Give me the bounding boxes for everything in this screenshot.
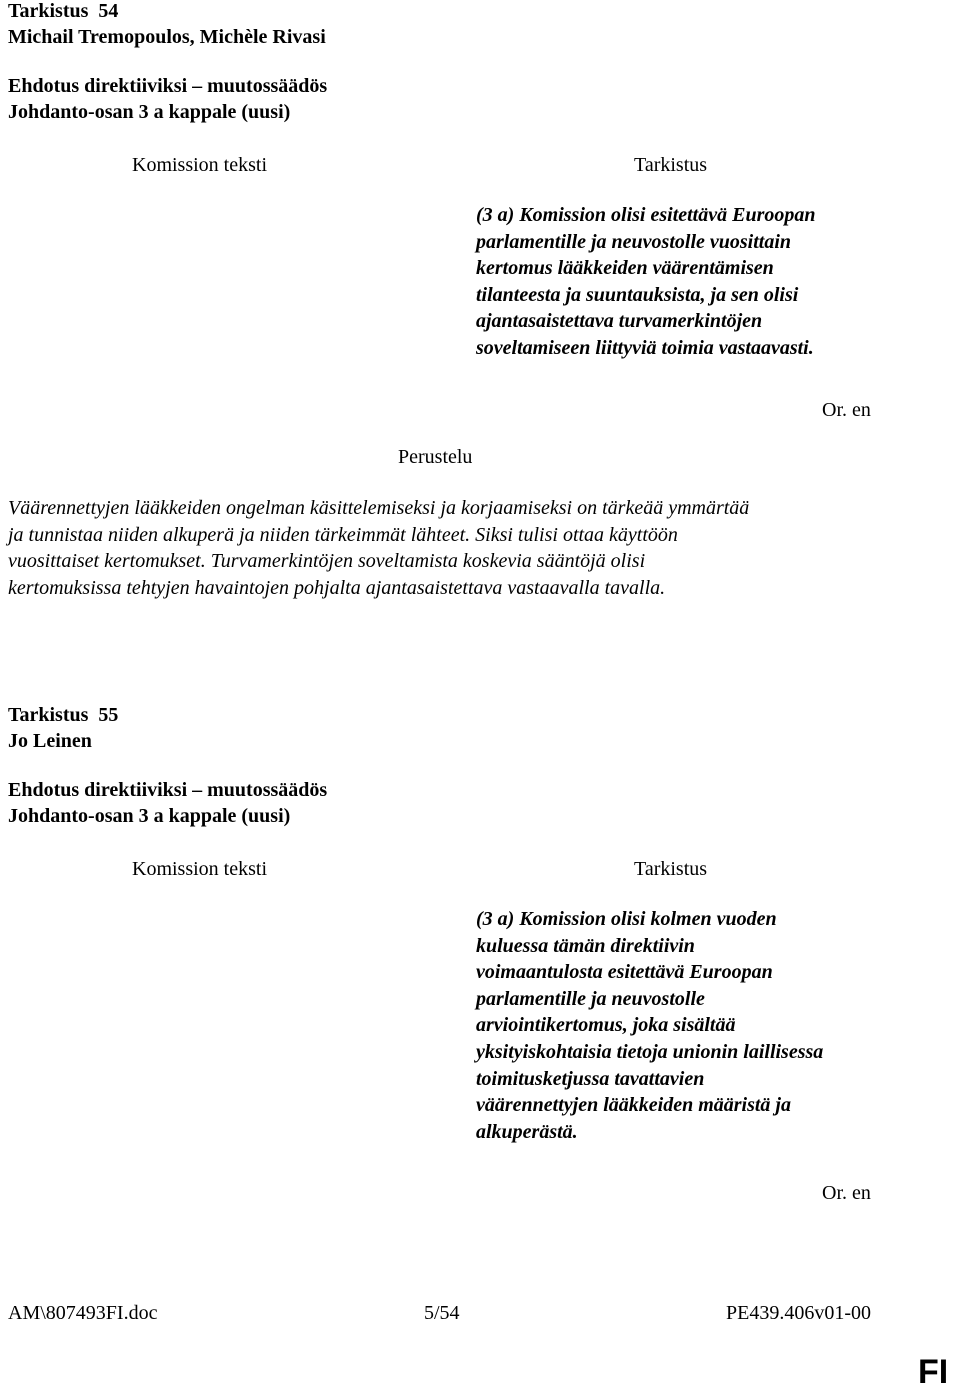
amendment-text-line: parlamentille ja neuvostolle vuosittain [476,230,792,253]
amendment-text-line: parlamentille ja neuvostolle [476,987,705,1010]
amendment-authors: Michail Tremopoulos, Michèle Rivasi [8,26,326,48]
amendment-text-line: (3 a) Komission olisi kolmen vuoden [476,908,777,930]
footer-pe-reference: PE439.406v01-00 [726,1302,871,1324]
amendment-text-line: (3 a) Komission olisi esitettävä Euroopan [476,204,816,226]
amendment-text-line: kertomus lääkkeiden väärentämisen [476,257,774,280]
footer-doc-reference: AM\807493FI.doc [8,1302,158,1324]
justification-heading: Perustelu [398,446,473,468]
proposal-type: Ehdotus direktiiviksi – muutossäädös [8,75,328,97]
justification-line: vuosittaiset kertomukset. Turvamerkintöjen soveltamista koskevia sääntöjä olisi [8,550,646,573]
amendment-text [476,202,815,362]
amendment-location: Johdanto-osan 3 a kappale (uusi) [8,101,291,123]
amendment-number: 54 [98,0,119,22]
column-header-amendment: Tarkistus [634,858,708,880]
justification-line: kertomuksissa tehtyjen havaintojen pohjalta ajantasaistettava vastaavalla tavalla. [8,576,666,599]
proposal-type: Ehdotus direktiiviksi – muutossäädös [8,779,328,801]
amendment-text-line: soveltamiseen liittyviä toimia vastaavasti. [476,336,814,359]
amendment-text-line: arviointikertomus, joka sisältää [476,1014,736,1037]
amendment-label: Tarkistus [8,0,89,22]
justification-text [8,495,749,601]
amendment-text-line: yksityiskohtaisia tietoja unionin laillisessa [476,1040,824,1063]
justification-line: Väärennettyjen lääkkeiden ongelman käsittelemiseksi ja korjaamiseksi on tärkeää ymmärtää [8,497,750,519]
amendment-location: Johdanto-osan 3 a kappale (uusi) [8,805,291,827]
footer-language-code: FI [918,1353,949,1391]
amendment-54-heading [8,0,118,24]
amendment-text-line: väärennettyjen lääkkeiden määristä ja [476,1094,791,1117]
amendment-text-line: kuluessa tämän direktiivin [476,934,695,957]
amendment-text-line: tilanteesta ja suuntauksista, ja sen olisi [476,283,799,306]
original-language: Or. en [822,1182,871,1204]
column-header-amendment: Tarkistus [634,154,708,176]
amendment-text-line: voimaantulosta esitettävä Euroopan [476,961,773,984]
amendment-text-line: toimitusketjussa tavattavien [476,1067,705,1090]
footer-page-number: 5/54 [424,1302,460,1324]
justification-line: ja tunnistaa niiden alkuperä ja niiden tärkeimmät lähteet. Siksi tulisi ottaa käyttöön [8,523,678,546]
original-language: Or. en [822,399,871,421]
column-header-commission-text: Komission teksti [132,858,268,880]
amendment-text [476,906,823,1145]
amendment-text-line: alkuperästä. [476,1120,578,1143]
column-header-commission-text: Komission teksti [132,154,268,176]
amendment-text-line: ajantasaistettava turvamerkintöjen [476,310,763,333]
amendment-authors: Jo Leinen [8,730,92,752]
amendment-55-heading [8,702,118,728]
amendment-label: Tarkistus [8,704,89,726]
amendment-number: 55 [98,704,119,726]
